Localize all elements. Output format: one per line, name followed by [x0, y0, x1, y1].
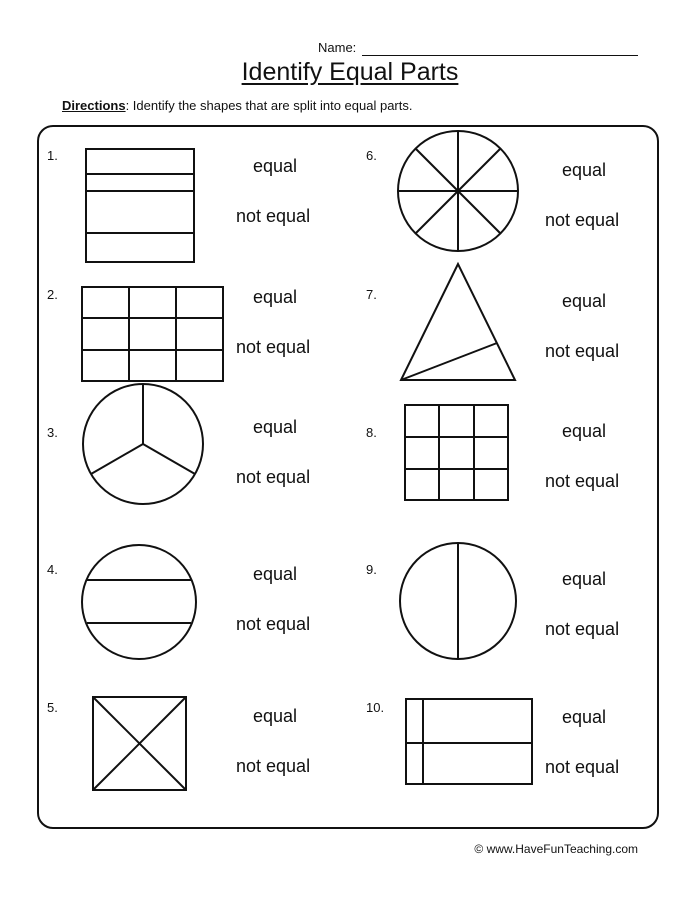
shape-9-circle-halves — [400, 543, 516, 659]
problem-number: 8. — [366, 425, 377, 440]
option-equal[interactable]: equal — [253, 564, 298, 584]
shape-1-rectangle-unequal-strips — [86, 149, 194, 262]
problem-number: 7. — [366, 287, 377, 302]
option-not-equal[interactable]: not equal — [236, 467, 311, 487]
shape-4-circle-unequal-bands — [82, 545, 196, 659]
shape-5-square-diagonals — [93, 697, 186, 790]
option-not-equal[interactable]: not equal — [236, 756, 311, 776]
option-not-equal[interactable]: not equal — [545, 757, 620, 777]
option-not-equal[interactable]: not equal — [545, 619, 620, 639]
shape-3-circle-thirds — [83, 384, 203, 504]
option-not-equal[interactable]: not equal — [545, 210, 620, 230]
option-equal[interactable]: equal — [562, 707, 607, 727]
option-not-equal[interactable]: not equal — [545, 341, 620, 361]
problem-number: 5. — [47, 700, 58, 715]
directions-lead: Directions — [62, 98, 126, 113]
option-not-equal[interactable]: not equal — [545, 471, 620, 491]
shape-10-rectangle-unequal — [406, 699, 532, 784]
problem-number: 3. — [47, 425, 58, 440]
option-equal[interactable]: equal — [562, 569, 607, 589]
problem-number: 2. — [47, 287, 58, 302]
option-not-equal[interactable]: not equal — [236, 614, 311, 634]
option-equal[interactable]: equal — [562, 291, 607, 311]
option-not-equal[interactable]: not equal — [236, 337, 311, 357]
problem-number: 6. — [366, 148, 377, 163]
problem-number: 9. — [366, 562, 377, 577]
option-equal[interactable]: equal — [253, 287, 298, 307]
problem-number: 1. — [47, 148, 58, 163]
name-label: Name: — [318, 40, 357, 55]
option-equal[interactable]: equal — [253, 417, 298, 437]
page-title: Identify Equal Parts — [241, 58, 459, 86]
option-equal[interactable]: equal — [253, 156, 298, 176]
option-equal[interactable]: equal — [562, 160, 607, 180]
shape-6-circle-eighths — [398, 131, 518, 251]
problem-number: 4. — [47, 562, 58, 577]
problem-number: 10. — [366, 700, 385, 715]
option-equal[interactable]: equal — [562, 421, 607, 441]
shape-2-rectangle-grid — [82, 287, 223, 381]
directions-text: : Identify the shapes that are split into equal parts. — [125, 98, 413, 113]
shape-8-square-grid — [405, 405, 508, 500]
shape-7-triangle-unequal — [401, 264, 515, 380]
copyright-footer: © www.HaveFunTeaching.com — [474, 842, 638, 856]
option-equal[interactable]: equal — [253, 706, 298, 726]
option-not-equal[interactable]: not equal — [236, 206, 311, 226]
